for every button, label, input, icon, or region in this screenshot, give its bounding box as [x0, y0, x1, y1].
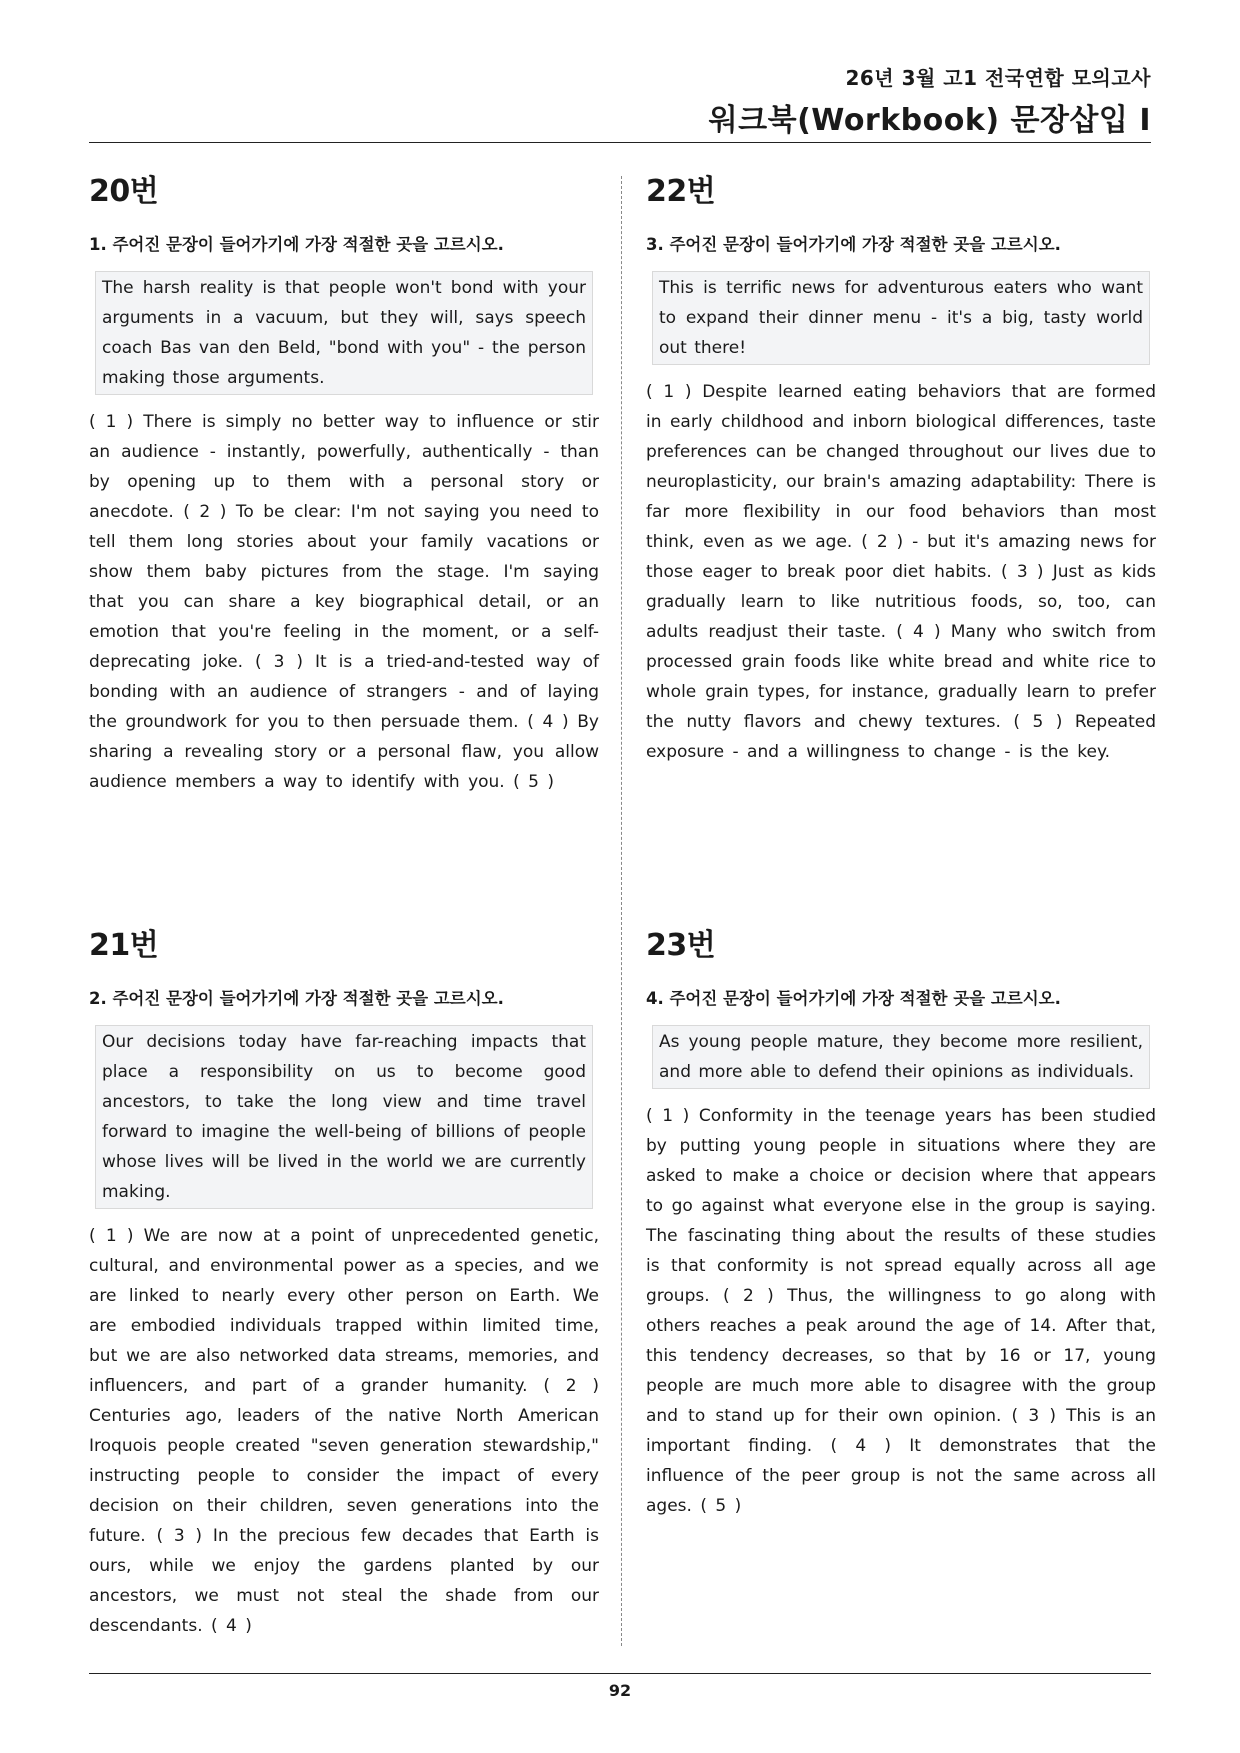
question-number: 20번 — [89, 174, 159, 209]
given-sentence-box: The harsh reality is that people won't bond with your arguments in a vacuum, but they will, says speech coach Bas van den Beld, "bond with you" - the person making those arguments. — [95, 271, 593, 395]
question-number: 22번 — [646, 174, 716, 209]
page-header — [89, 62, 1151, 139]
given-sentence-box: Our decisions today have far-reaching impacts that place a responsibility on us to become good ancestors, to take the long view and time travel forward to imagine the well-being of billions of people whose lives will be lived in the world we are currently making. — [95, 1025, 593, 1209]
passage-text: ( 1 ) Despite learned eating behaviors that are formed in early childhood and inborn biological differences, taste preferences can be changed throughout our lives due to neuroplasticity, our brain's amazing adaptability: There is far more flexibility in our food behaviors than most think, even as we age. ( 2 ) - but it's amazing news for those eager to break poor diet habits. ( 3 ) Just as kids gradually learn to like nutritious foods, so, too, can adults readjust their taste. ( 4 ) Many who switch from processed grain foods like white bread and white rice to whole grain types, for instance, gradually learn to prefer the nutty flavors and chewy textures. ( 5 ) Repeated exposure - and a willingness to change - is the key. — [646, 382, 1156, 763]
passage-text: ( 1 ) We are now at a point of unprecedented genetic, cultural, and environmental power as a species, and we are linked to nearly every other person on Earth. We are embodied individuals trapped within limited time, but we are also networked data streams, memories, and influencers, and part of a grander humanity. ( 2 ) Centuries ago, leaders of the native North American Iroquois people created "seven generation stewardship," instructing people to consider the impact of every decision on their children, seven generations into the future. ( 3 ) In the precious few decades that Earth is ours, while we enjoy the gardens planted by our ancestors, we must not steal the shade from our descendants. ( 4 ) — [89, 1226, 599, 1637]
page-number: 92 — [608, 1681, 632, 1700]
column-divider — [621, 176, 622, 1646]
question-number: 23번 — [646, 928, 716, 963]
question-23 — [646, 928, 1156, 1521]
exam-title: 26년 3월 고1 전국연합 모의고사 — [845, 66, 1151, 90]
question-instruction: 2. 주어진 문장이 들어가기에 가장 적절한 곳을 고르시오. — [89, 989, 504, 1008]
header-rule — [89, 142, 1151, 143]
question-number: 21번 — [89, 928, 159, 963]
workbook-title: 워크북(Workbook) 문장삽입 I — [708, 103, 1151, 138]
question-20 — [89, 174, 599, 797]
question-21 — [89, 928, 599, 1641]
passage-text: ( 1 ) Conformity in the teenage years has been studied by putting young people in situations where they are asked to make a choice or decision where that appears to go against what everyone else in the group is saying. The fascinating thing about the results of these studies is that conformity is not spread equally across all age groups. ( 2 ) Thus, the willingness to go along with others reaches a peak around the age of 14. After that, this tendency decreases, so that by 16 or 17, young people are much more able to disagree with the group and to stand up for their own opinion. ( 3 ) This is an important finding. ( 4 ) It demonstrates that the influence of the peer group is not the same across all ages. ( 5 ) — [646, 1106, 1156, 1517]
question-instruction: 3. 주어진 문장이 들어가기에 가장 적절한 곳을 고르시오. — [646, 235, 1061, 254]
passage-text: ( 1 ) There is simply no better way to influence or stir an audience - instantly, powerfully, authentically - than by opening up to them with a personal story or anecdote. ( 2 ) To be clear: I'm not saying you need to tell them long stories about your family vacations or show them baby pictures from the stage. I'm saying that you can share a key biographical detail, or an emotion that you're feeling in the moment, or a self-deprecating joke. ( 3 ) It is a tried-and-tested way of bonding with an audience of strangers - and of laying the groundwork for you to then persuade them. ( 4 ) By sharing a revealing story or a personal flaw, you allow audience members a way to identify with you. ( 5 ) — [89, 412, 599, 793]
given-sentence-box: As young people mature, they become more resilient, and more able to defend their opinions as individuals. — [652, 1025, 1150, 1089]
given-sentence-box: This is terrific news for adventurous eaters who want to expand their dinner menu - it's a big, tasty world out there! — [652, 271, 1150, 365]
footer-rule — [89, 1673, 1151, 1674]
question-instruction: 4. 주어진 문장이 들어가기에 가장 적절한 곳을 고르시오. — [646, 989, 1061, 1008]
question-instruction: 1. 주어진 문장이 들어가기에 가장 적절한 곳을 고르시오. — [89, 235, 504, 254]
question-22 — [646, 174, 1156, 767]
